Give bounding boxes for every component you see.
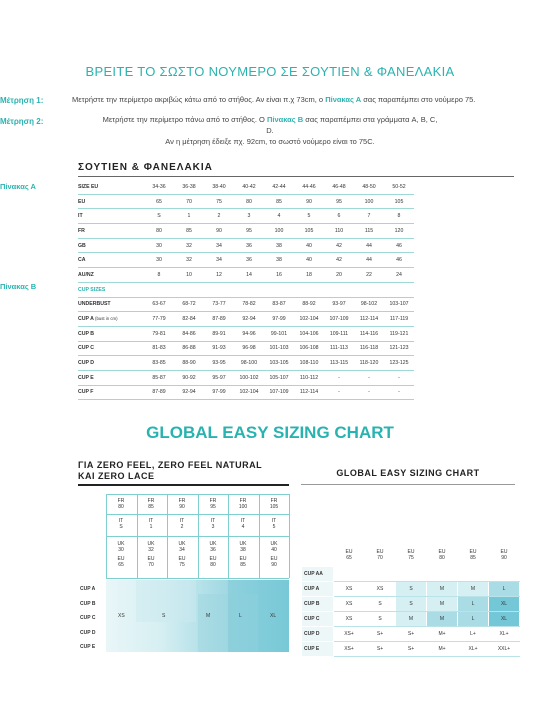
- table-cell: 46: [384, 238, 414, 253]
- table-cell: 84-86: [174, 326, 204, 341]
- row-label: CA: [78, 253, 144, 268]
- table-cell: 83-85: [144, 356, 174, 371]
- table-cell: 42: [324, 253, 354, 268]
- table-cell: 120: [384, 224, 414, 239]
- measure2-label: Μέτρηση 2:: [0, 117, 44, 126]
- table-row: [302, 597, 520, 612]
- table-cell: 8: [384, 209, 414, 224]
- table-cell: 85: [264, 194, 294, 209]
- table-cell: 14: [234, 268, 264, 283]
- table-cell: 112-114: [354, 312, 384, 327]
- size-cell: M+: [427, 642, 458, 657]
- table-row: [302, 582, 520, 597]
- cup-label: CUP E: [302, 642, 334, 657]
- uk-eu-cell: UK 30 EU 65: [117, 541, 125, 568]
- eu-header-cell: EU 65: [334, 544, 365, 567]
- size-cell: S+: [396, 642, 427, 657]
- size-cell: [489, 567, 520, 582]
- table-row: [78, 326, 414, 341]
- row-label: FR: [78, 224, 144, 239]
- size-cell: XL+: [489, 627, 520, 642]
- table-cell: 1: [174, 209, 204, 224]
- table-cell: 36: [234, 253, 264, 268]
- table-cell: 32: [174, 253, 204, 268]
- table-cell: 44: [354, 253, 384, 268]
- table-cell: 88-92: [294, 297, 324, 312]
- uk-eu-cell: UK 32 EU 70: [147, 541, 155, 568]
- table-cell: 8: [144, 268, 174, 283]
- table-cell: 105: [294, 224, 324, 239]
- table-cell: 95: [324, 194, 354, 209]
- table-cell: 12: [204, 268, 234, 283]
- table-row: [302, 612, 520, 627]
- table-row: [78, 224, 414, 239]
- table-cell: -: [324, 385, 354, 400]
- size-cell: XS: [334, 597, 365, 612]
- size-cell: S: [396, 582, 427, 597]
- row-label: CUP SIZES: [78, 282, 144, 297]
- table-cell: 123-125: [384, 356, 414, 371]
- table-cell: 24: [384, 268, 414, 283]
- size-cell: L: [458, 597, 489, 612]
- table-cell: -: [324, 370, 354, 385]
- table-cell: 2: [204, 209, 234, 224]
- table-cell: 107-109: [324, 312, 354, 327]
- table-cell: 89-91: [204, 326, 234, 341]
- size-cell: M: [427, 612, 458, 627]
- table-cell: 18: [294, 268, 324, 283]
- cup-label: CUP C: [80, 615, 96, 621]
- cup-label: CUP AA: [302, 567, 334, 582]
- table-cell: 95: [234, 224, 264, 239]
- table-cell: 116-118: [354, 341, 384, 356]
- table-cell: 110-112: [294, 370, 324, 385]
- table-cell: 115: [354, 224, 384, 239]
- size-cell: S: [365, 597, 396, 612]
- table-cell: 82-84: [174, 312, 204, 327]
- row-label: SIZE EU: [78, 180, 144, 194]
- table-row: [78, 194, 414, 209]
- table-row: [78, 268, 414, 283]
- table-cell: 99-101: [264, 326, 294, 341]
- size-cell: S+: [365, 642, 396, 657]
- size-cell: S+: [396, 627, 427, 642]
- fr-cell: FR 100: [238, 498, 248, 510]
- table-cell: 34: [204, 253, 234, 268]
- table-cell: -: [354, 385, 384, 400]
- global-title: GLOBAL EASY SIZING CHART: [146, 423, 394, 442]
- table-cell: 98-102: [354, 297, 384, 312]
- size-cell: XL+: [458, 642, 489, 657]
- table-cell: 100: [264, 224, 294, 239]
- table-cell: 80: [144, 224, 174, 239]
- table-cell: 117-119: [384, 312, 414, 327]
- size-label: L: [239, 613, 242, 619]
- table-cell: 121-123: [384, 341, 414, 356]
- table-cell: 77-79: [144, 312, 174, 327]
- table-row: [78, 356, 414, 371]
- size-cell: M: [427, 597, 458, 612]
- table-cell: 95-97: [204, 370, 234, 385]
- size-cell: L: [489, 582, 520, 597]
- table-cell: 38: [264, 238, 294, 253]
- table-cell: 38-40: [204, 180, 234, 194]
- table-cell: 73-77: [204, 297, 234, 312]
- table-cell: 30: [144, 253, 174, 268]
- table-b-label: Πίνακας Β: [0, 282, 37, 291]
- table-cell: 103-107: [384, 297, 414, 312]
- size-cell: XXL+: [489, 642, 520, 657]
- row-label: CUP E: [78, 370, 144, 385]
- table-cell: 109-111: [324, 326, 354, 341]
- left-chart-heading: ΓΙΑ ZERO FEEL, ZERO FEEL NATURAL ΚΑΙ ZERO LACE: [78, 460, 263, 481]
- grid-line: [106, 578, 289, 579]
- table-cell: 86-88: [174, 341, 204, 356]
- size-cell: [334, 567, 365, 582]
- it-cell: IT 5: [271, 518, 277, 530]
- table-cell: 108-110: [294, 356, 324, 371]
- table-cell: 44: [354, 238, 384, 253]
- eu-header-cell: EU 70: [365, 544, 396, 567]
- cup-label: CUP D: [80, 629, 96, 636]
- table-cell: 100-102: [234, 370, 264, 385]
- eu-header-cell: EU 75: [396, 544, 427, 567]
- corner-cell: [302, 544, 334, 567]
- table-cell: 88-90: [174, 356, 204, 371]
- table-cell: 93-97: [324, 297, 354, 312]
- measure1-text: Μετρήστε την περίμετρο ακριβώς κάτω από το στήθος. Αν είναι π.χ 73cm, ο Πίνακας Α σας παραπέμπει στο νούμερο 75.: [72, 95, 476, 104]
- table-cell: 46: [384, 253, 414, 268]
- grid-line: [106, 514, 289, 515]
- table-cell: 32: [174, 238, 204, 253]
- table-cell: 113-115: [324, 356, 354, 371]
- table-cell: 114-116: [354, 326, 384, 341]
- table-cell: 65: [144, 194, 174, 209]
- fr-cell: FR 105: [269, 498, 279, 510]
- size-label: XL: [270, 613, 277, 619]
- table-row: [78, 297, 414, 312]
- right-chart-heading: GLOBAL EASY SIZING CHART: [336, 468, 480, 478]
- left-heading-rule: [78, 484, 289, 486]
- uk-eu-cell: UK 34 EU 75: [178, 541, 186, 568]
- size-cell: XS+: [334, 627, 365, 642]
- table-cell: 80: [234, 194, 264, 209]
- it-cell: IT 2: [179, 518, 185, 530]
- uk-eu-cell: UK 38 EU 85: [239, 541, 247, 568]
- table-cell: 16: [264, 268, 294, 283]
- cup-label: CUP E: [80, 644, 96, 650]
- row-label: CUP C: [78, 341, 144, 356]
- table-cell: 6: [324, 209, 354, 224]
- table-cell: 42: [324, 238, 354, 253]
- size-cell: M: [427, 582, 458, 597]
- table-cell: 40: [294, 238, 324, 253]
- row-label: GB: [78, 238, 144, 253]
- table-cell: 3: [234, 209, 264, 224]
- table-row: [78, 370, 414, 385]
- size-cell: XL: [489, 597, 520, 612]
- table-cell: 79-81: [144, 326, 174, 341]
- header-row: [302, 544, 520, 567]
- cup-label: CUP B: [80, 600, 96, 607]
- fr-cell: FR 80: [117, 498, 125, 510]
- table-cell: 90: [294, 194, 324, 209]
- table-cell: 7: [354, 209, 384, 224]
- eu-header-cell: EU 90: [489, 544, 520, 567]
- it-cell: IT 3: [210, 518, 216, 530]
- table-row: [78, 180, 414, 194]
- table-row: [78, 253, 414, 268]
- table-row: [78, 385, 414, 400]
- table-cell: 50-52: [384, 180, 414, 194]
- fr-cell: FR 90: [178, 498, 186, 510]
- table-cell: 97-99: [204, 385, 234, 400]
- table-cell: 81-83: [144, 341, 174, 356]
- table-cell: 10: [174, 268, 204, 283]
- cup-label: CUP B: [302, 597, 334, 612]
- size-cell: XS: [334, 612, 365, 627]
- table-a-label: Πίνακας Α: [0, 182, 36, 191]
- section-title: ΣΟΥΤΙΕΝ & ΦΑΝΕΛΑΚΙΑ: [78, 162, 213, 173]
- size-label: XS: [118, 613, 125, 619]
- right-sizing-chart: [301, 543, 520, 657]
- table-cell: 85: [174, 224, 204, 239]
- table-cell: 92-94: [174, 385, 204, 400]
- table-cell: 97-99: [264, 312, 294, 327]
- size-cell: [396, 567, 427, 582]
- table-cell: 83-87: [264, 297, 294, 312]
- size-cell: XS: [365, 582, 396, 597]
- size-label: S: [162, 613, 166, 619]
- table-row: [78, 209, 414, 224]
- table-cell: 75: [204, 194, 234, 209]
- page-title: ΒΡΕΙΤΕ ΤΟ ΣΩΣΤΟ ΝΟΥΜΕΡΟ ΣΕ ΣΟΥΤΙΕΝ & ΦΑΝΕΛΑΚΙΑ: [85, 64, 455, 79]
- table-cell: 101-103: [264, 341, 294, 356]
- measure2-text: Μετρήστε την περίμετρο πάνω από το στήθος. Ο Πίνακας Β σας παραπέμπει στα γράμματα A, B, C, D. Αν η μέτρηση έδειξε πχ. 92cm, το σωστό νούμερο είναι το 75C.: [102, 115, 438, 146]
- size-cell: M: [396, 612, 427, 627]
- fr-cell: FR 95: [209, 498, 217, 510]
- table-row: [78, 341, 414, 356]
- row-label: EU: [78, 194, 144, 209]
- table-cell: 96-98: [234, 341, 264, 356]
- size-cell: S+: [365, 627, 396, 642]
- table-cell: 102-104: [234, 385, 264, 400]
- size-cell: [427, 567, 458, 582]
- grid-line: [106, 494, 289, 495]
- table-row: [78, 282, 414, 297]
- section-rule: [78, 176, 514, 177]
- table-cell: 90-92: [174, 370, 204, 385]
- table-cell: 111-113: [324, 341, 354, 356]
- table-row: [302, 567, 520, 582]
- table-cell: 36-38: [174, 180, 204, 194]
- table-cell: 5: [294, 209, 324, 224]
- table-row: [78, 312, 414, 327]
- row-label: UNDERBUST: [78, 297, 144, 312]
- row-label: CUP D: [78, 356, 144, 371]
- table-cell: S: [144, 209, 174, 224]
- table-cell: 40-42: [234, 180, 264, 194]
- table-cell: 85-87: [144, 370, 174, 385]
- fr-cell: FR 85: [147, 498, 155, 510]
- size-cell: M: [458, 582, 489, 597]
- table-cell: 34-36: [144, 180, 174, 194]
- size-cell: [458, 567, 489, 582]
- table-cell: -: [384, 385, 414, 400]
- table-cell: 46-48: [324, 180, 354, 194]
- cup-label: CUP A: [80, 586, 96, 592]
- eu-header-cell: EU 85: [458, 544, 489, 567]
- size-cell: XS: [334, 582, 365, 597]
- cup-label: CUP A: [302, 582, 334, 597]
- size-cell: [365, 567, 396, 582]
- table-cell: 94-96: [234, 326, 264, 341]
- table-cell: 40: [294, 253, 324, 268]
- size-table: [78, 180, 414, 400]
- table-cell: 103-105: [264, 356, 294, 371]
- table-row: [78, 238, 414, 253]
- table-cell: 92-94: [234, 312, 264, 327]
- table-cell: 91-93: [204, 341, 234, 356]
- cup-label: CUP D: [302, 627, 334, 642]
- table-cell: 63-67: [144, 297, 174, 312]
- grid-line: [106, 536, 289, 537]
- table-cell: 112-114: [294, 385, 324, 400]
- row-label: CUP B: [78, 326, 144, 341]
- table-cell: 102-104: [294, 312, 324, 327]
- size-cell: XL: [489, 612, 520, 627]
- table-cell: 100: [354, 194, 384, 209]
- table-cell: 42-44: [264, 180, 294, 194]
- table-cell: 107-109: [264, 385, 294, 400]
- grid-line: [289, 494, 290, 578]
- row-label: CUP A (bust in cm): [78, 312, 144, 327]
- table-cell: 44-46: [294, 180, 324, 194]
- table-cell: 87-89: [144, 385, 174, 400]
- table-cell: 110: [324, 224, 354, 239]
- table-cell: 118-120: [354, 356, 384, 371]
- uk-eu-cell: UK 36 EU 80: [209, 541, 217, 568]
- right-heading-rule: [301, 484, 515, 485]
- table-cell: 119-121: [384, 326, 414, 341]
- table-cell: 48-50: [354, 180, 384, 194]
- table-row: [302, 642, 520, 657]
- size-cell: S: [396, 597, 427, 612]
- table-cell: -: [384, 370, 414, 385]
- size-cell: S: [365, 612, 396, 627]
- table-cell: 68-72: [174, 297, 204, 312]
- table-cell: 90: [204, 224, 234, 239]
- table-cell: 38: [264, 253, 294, 268]
- table-cell: 106-108: [294, 341, 324, 356]
- table-cell: 104-106: [294, 326, 324, 341]
- it-cell: IT S: [118, 518, 124, 530]
- table-cell: 22: [354, 268, 384, 283]
- size-cell: L+: [458, 627, 489, 642]
- table-cell: 105-107: [264, 370, 294, 385]
- table-cell: 36: [234, 238, 264, 253]
- table-cell: 30: [144, 238, 174, 253]
- size-cell: L: [458, 612, 489, 627]
- size-band: [228, 580, 289, 652]
- table-cell: -: [354, 370, 384, 385]
- row-label: CUP F: [78, 385, 144, 400]
- size-label: M: [206, 613, 211, 619]
- table-cell: 105: [384, 194, 414, 209]
- left-sizing-chart: [78, 494, 289, 654]
- row-label: IT: [78, 209, 144, 224]
- table-cell: 93-95: [204, 356, 234, 371]
- table-cell: 98-100: [234, 356, 264, 371]
- it-cell: IT 4: [240, 518, 246, 530]
- size-cell: M+: [427, 627, 458, 642]
- eu-header-cell: EU 80: [427, 544, 458, 567]
- table-row: [302, 627, 520, 642]
- table-cell: 87-89: [204, 312, 234, 327]
- row-label: AU/NZ: [78, 268, 144, 283]
- size-cell: XS+: [334, 642, 365, 657]
- table-cell: 70: [174, 194, 204, 209]
- measure1-label: Μέτρηση 1:: [0, 96, 44, 105]
- uk-eu-cell: UK 40 EU 90: [270, 541, 278, 568]
- cup-label: CUP C: [302, 612, 334, 627]
- size-band: [136, 580, 196, 622]
- it-cell: IT 1: [148, 518, 154, 530]
- table-cell: 20: [324, 268, 354, 283]
- table-cell: 4: [264, 209, 294, 224]
- table-cell: 78-82: [234, 297, 264, 312]
- table-cell: 34: [204, 238, 234, 253]
